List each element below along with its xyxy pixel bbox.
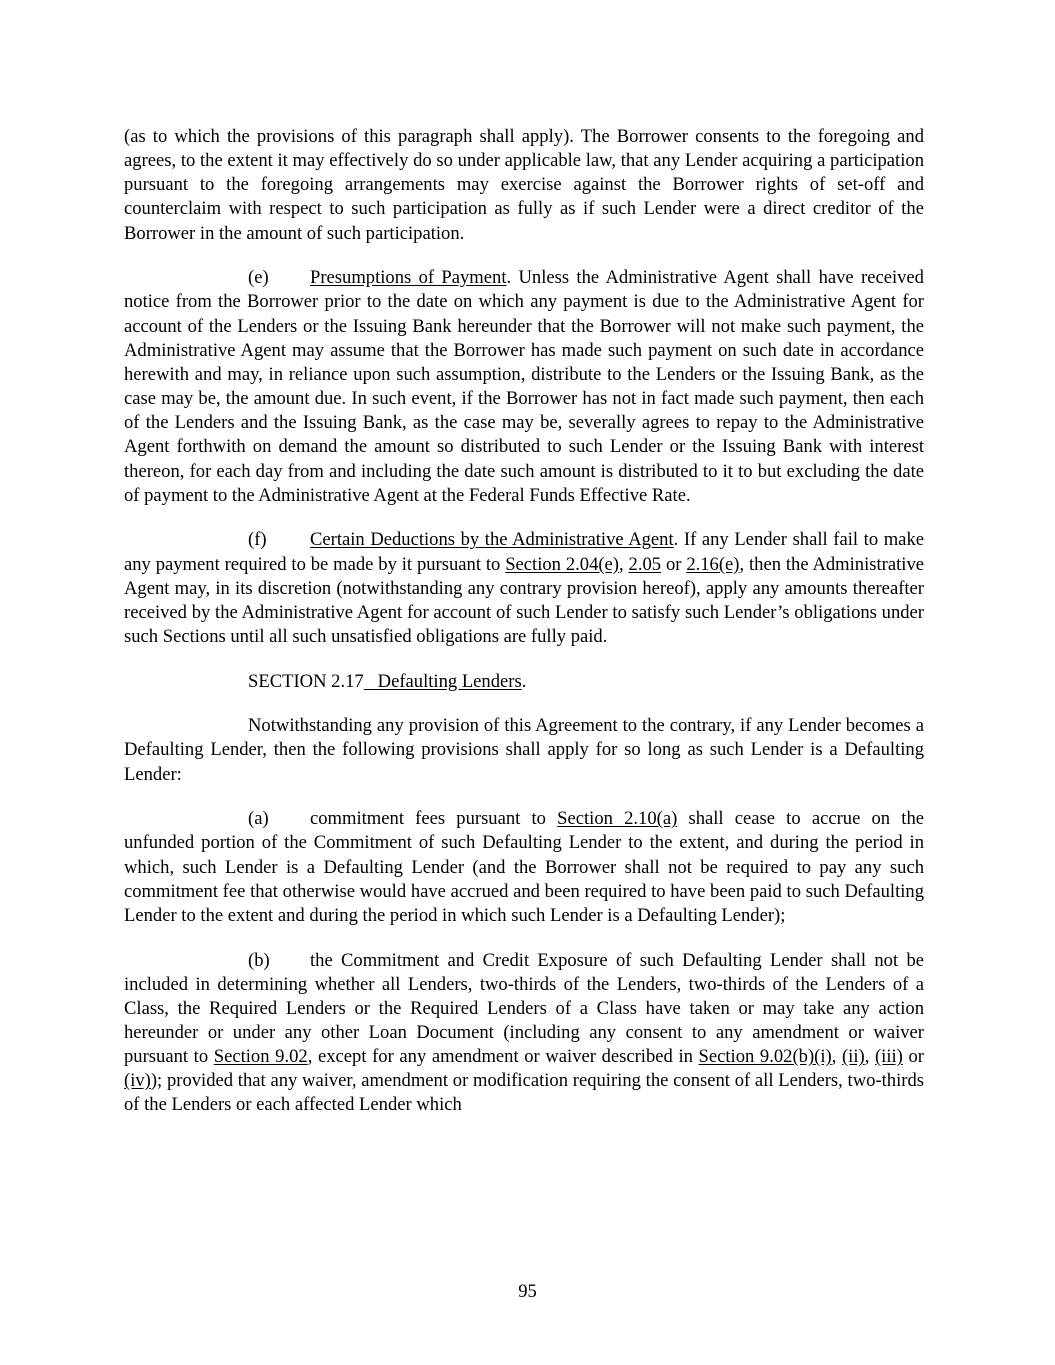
clause-text-e: . Unless the Administrative Agent shall have received notice from the Borrower prior to the date on which any payment is due to the Administrative Agent for account of the Lenders or the Issuing Bank hereunder that the Borrower will not make such payment, the Administrative Agent may assume that the Borrower has made such payment on such date in accordance herewith and may, in reliance upon such assumption, distribute to the Lenders or the Issuing Bank, as the case may be, the amount due. In such event, if the Borrower has not in fact made such payment, then each of the Lenders and the Issuing Bank, as the case may be, severally agrees to repay to the Administrative Agent forthwith on demand the amount so distributed to such Lender or the Issuing Bank with interest thereon, for each day from and including the date such amount is distributed to it to but excluding the date of payment to the Administrative Agent at the Federal Funds Effective Rate. [124, 267, 924, 506]
separator: , [619, 553, 629, 575]
clause-label-b: (b) [248, 949, 270, 971]
separator: , [864, 1046, 875, 1068]
page-number: 95 [518, 1281, 537, 1302]
cross-reference-2-16-e: 2.16(e) [686, 553, 740, 575]
cross-reference-section-2-10-a: Section 2.10(a) [557, 808, 678, 830]
section-heading [124, 670, 924, 694]
cross-reference-section-2-04-e: Section 2.04(e) [505, 553, 620, 575]
clause-text-a-part1: commitment fees pursuant to [310, 808, 558, 830]
clause-heading-f: Certain Deductions by the Administrative Agent [310, 529, 674, 551]
clause-text-b-part1: the Commitment and Credit Exposure of such Defaulting Lender shall not be included in determining whether all Lenders, two-thirds of the Lenders, two-thirds of the Lenders of a Class, the Required Lenders or the Required Lenders of a Class have taken or may take any action hereunder or under any other Loan Document (including any consent to any amendment or waiver pursuant to [124, 949, 924, 1068]
paragraph-continuation-text: (as to which the provisions of this paragraph shall apply). The Borrower consents to the foregoing and agrees, to the extent it may effectively do so under applicable law, that any Lender acquiring a participation pursuant to the foregoing arrangements may exercise against the Borrower rights of set-off and counterclaim with respect to such participation as fully as if such Lender were a direct creditor of the Borrower in the amount of such participation. [124, 126, 924, 244]
cross-reference-iv: (iv) [124, 1070, 151, 1092]
paragraph-b-commitment-credit-exposure [124, 949, 924, 1118]
cross-reference-section-9-02-b-i: Section 9.02(b)(i) [698, 1046, 832, 1068]
clause-text-b-part2: , except for any amendment or waiver described in [307, 1046, 699, 1068]
document-body [124, 125, 924, 1138]
separator: or [902, 1046, 924, 1068]
section-number: SECTION 2.17 [248, 670, 364, 692]
clause-text-f-part2: , then the Administrative Agent may, in its discretion (notwithstanding any contrary provision hereof), apply any amounts thereafter received by the Administrative Agent for account of such Lender to satisfy such Lender’s obligations under such Sections until all such unsatisfied obligations are fully paid. [124, 553, 924, 647]
section-title: Defaulting Lenders [377, 670, 522, 692]
section-title-end: . [521, 670, 527, 692]
cross-reference-ii: (ii) [841, 1046, 865, 1068]
section-intro-text: Notwithstanding any provision of this Agreement to the contrary, if any Lender becomes a Defaulting Lender, then the following provisions shall apply for so long as such Lender is a Defaulting Lender: [124, 715, 924, 785]
paragraph-f-certain-deductions [124, 528, 924, 649]
cross-reference-iii: (iii) [874, 1046, 903, 1068]
paragraph-section-intro [124, 714, 924, 786]
cross-reference-section-9-02: Section 9.02 [213, 1046, 308, 1068]
separator: , [831, 1046, 842, 1068]
clause-label-e: (e) [248, 267, 269, 289]
clause-heading-e: Presumptions of Payment [310, 267, 507, 289]
clause-label-f: (f) [248, 529, 267, 551]
section-heading-gap [364, 671, 378, 692]
paragraph-a-commitment-fees [124, 807, 924, 928]
paragraph-continuation [124, 125, 924, 246]
clause-label-a: (a) [248, 808, 269, 830]
separator: or [661, 553, 687, 575]
clause-text-b-part3: ); provided that any waiver, amendment or modification requiring the consent of all Lenders, two-thirds of the Lenders or each affected Lender which [124, 1070, 924, 1116]
clause-text-f-part1: . If any Lender shall fail to make any payment required to be made by it pursuant to [124, 529, 924, 575]
paragraph-e-presumptions-of-payment [124, 266, 924, 508]
clause-text-a-part2: shall cease to accrue on the unfunded portion of the Commitment of such Defaulting Lender to the extent, and during the period in which, such Lender is a Defaulting Lender (and the Borrower shall not be required to pay any such commitment fee that otherwise would have accrued and been required to have been paid to such Defaulting Lender to the extent and during the period in which such Lender is a Defaulting Lender); [124, 808, 924, 926]
cross-reference-2-05: 2.05 [628, 553, 662, 575]
